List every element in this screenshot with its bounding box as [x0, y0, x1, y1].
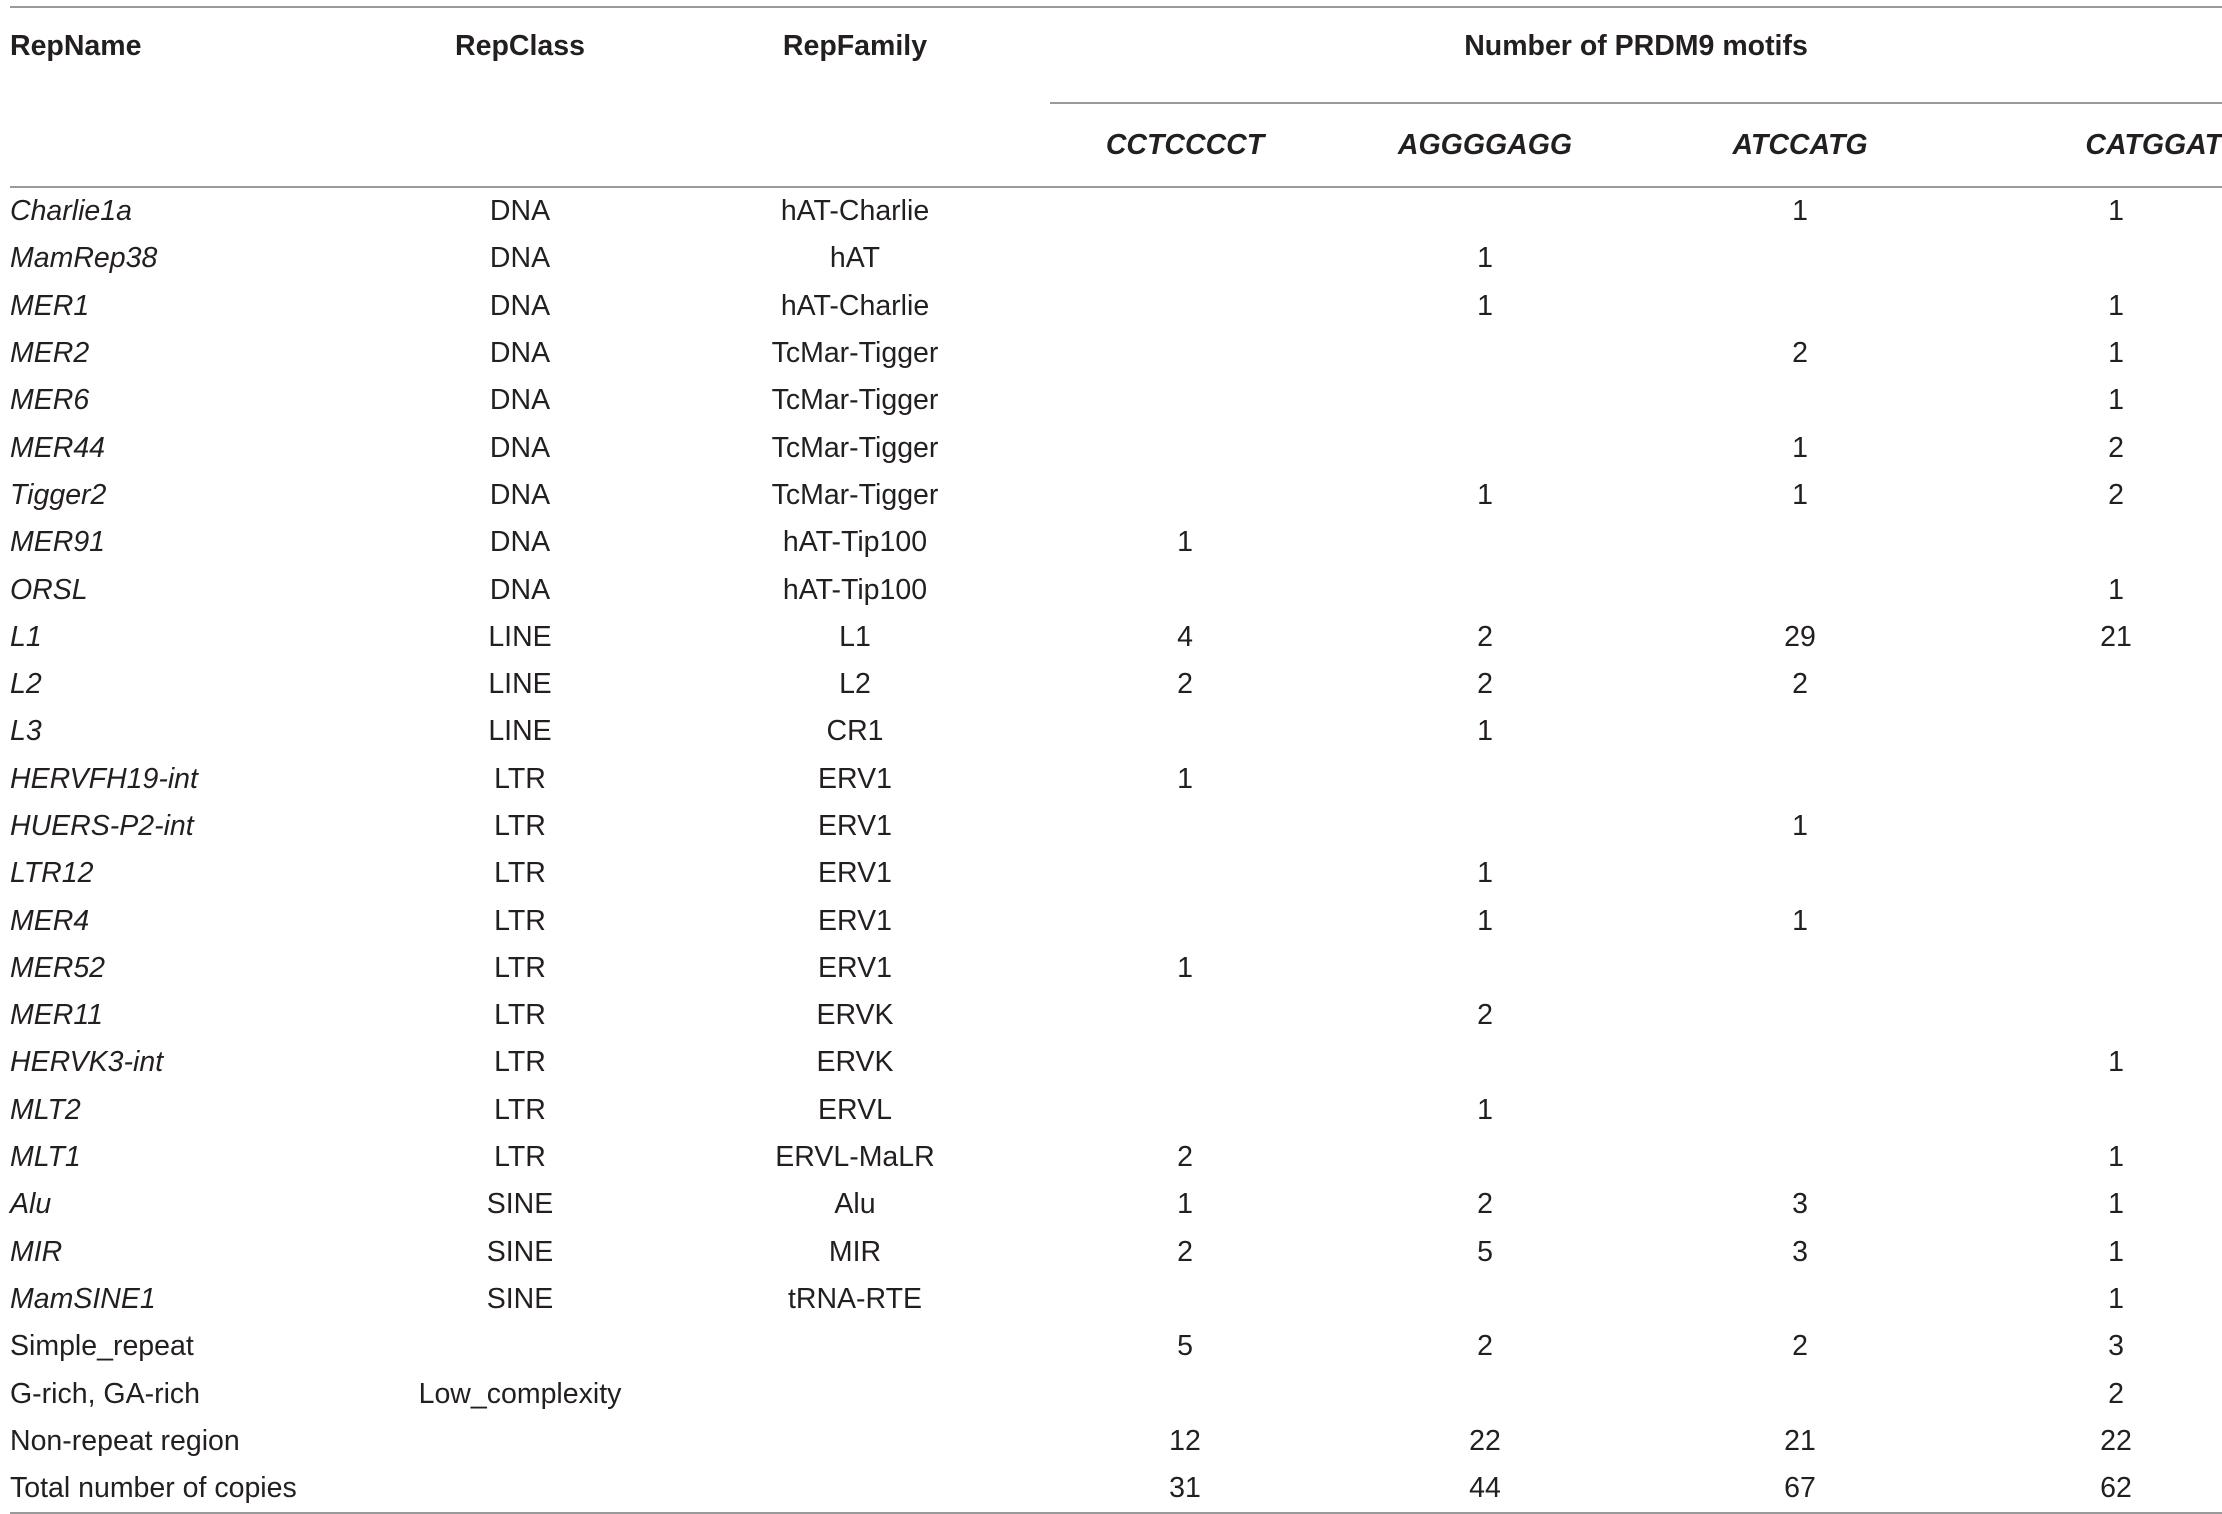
cell-motif-catggat: 2: [2108, 478, 2124, 511]
cell-motif-aggggagg: [1320, 945, 1650, 992]
cell-repfamily: ERVK: [816, 999, 894, 1032]
cell-motif-aggggagg: 2: [1477, 620, 1493, 653]
header-spacer: [10, 103, 380, 187]
table-row: [10, 472, 2222, 519]
cell-motif-catggat: 1: [2108, 1235, 2124, 1268]
cell-repname: L1: [10, 620, 42, 653]
cell-motif-cctcccct: 2: [1177, 1141, 1193, 1174]
cell-motif-catggat: [1950, 661, 2222, 708]
cell-repclass: Low_complexity: [418, 1377, 622, 1410]
cell-repclass: LTR: [494, 1141, 546, 1174]
table-row: [10, 330, 2222, 377]
cell-motif-atccatg: [1650, 992, 1950, 1039]
cell-repname: MER52: [10, 951, 106, 984]
cell-repfamily: ERV1: [818, 857, 892, 890]
cell-repclass: SINE: [486, 1235, 554, 1268]
cell-motif-catggat: [1950, 992, 2222, 1039]
table-row: [10, 1370, 2222, 1417]
cell-motif-aggggagg: [1320, 424, 1650, 471]
cell-motif-aggggagg: [1320, 1039, 1650, 1086]
cell-motif-atccatg: 67: [1650, 1465, 1950, 1513]
cell-motif-atccatg: [1650, 945, 1950, 992]
cell-motif-cctcccct: [1050, 472, 1320, 519]
cell-motif-cctcccct: [1050, 187, 1320, 235]
cell-repname: HUERS-P2-int: [10, 810, 194, 842]
cell-motif-atccatg: [1650, 850, 1950, 897]
cell-repname: LTR12: [10, 857, 94, 890]
cell-motif-atccatg: [1650, 1276, 1950, 1323]
cell-repclass: LINE: [488, 715, 552, 748]
cell-repclass: LTR: [494, 999, 546, 1032]
cell-motif-aggggagg: 5: [1477, 1235, 1493, 1268]
cell-repclass: LTR: [494, 810, 546, 842]
cell-motif-aggggagg: 1: [1477, 904, 1493, 937]
cell-motif-atccatg: [1650, 756, 1950, 803]
header-motif-atccatg: ATCCATG: [1650, 103, 1950, 187]
cell-motif-cctcccct: 4: [1177, 620, 1193, 653]
cell-repname: G-rich, GA-rich: [10, 1377, 201, 1410]
table-row: [10, 1087, 2222, 1134]
cell-repname: MIR: [10, 1235, 63, 1268]
cell-motif-catggat: 1: [2108, 337, 2124, 370]
cell-motif-aggggagg: 2: [1477, 668, 1493, 701]
cell-repname: MER4: [10, 904, 90, 937]
cell-motif-cctcccct: [1050, 235, 1320, 282]
cell-motif-cctcccct: [1050, 1370, 1320, 1417]
cell-repfamily: ERV1: [818, 810, 892, 842]
header-motif-cctcccct: CCTCCCCT: [1050, 103, 1320, 187]
table-row: [10, 803, 2222, 850]
cell-repname: MER44: [10, 431, 106, 464]
cell-motif-cctcccct: 12: [1169, 1424, 1201, 1457]
cell-motif-atccatg: 1: [1792, 431, 1808, 464]
table-header: [10, 7, 2222, 187]
cell-motif-aggggagg: [1320, 1134, 1650, 1181]
cell-motif-aggggagg: [1320, 1276, 1650, 1323]
cell-motif-catggat: [1950, 519, 2222, 566]
cell-repclass: DNA: [489, 337, 551, 370]
table-body: [10, 187, 2222, 1513]
table-row: [10, 1039, 2222, 1086]
cell-repname: Simple_repeat: [10, 1330, 194, 1363]
cell-motif-atccatg: 3: [1792, 1188, 1808, 1221]
cell-repfamily: Alu: [834, 1188, 876, 1221]
cell-motif-cctcccct: [1050, 897, 1320, 944]
cell-repfamily: L1: [839, 620, 871, 653]
cell-motif-cctcccct: [1050, 1276, 1320, 1323]
cell-repfamily: [660, 1418, 1050, 1465]
cell-motif-aggggagg: 2: [1477, 1330, 1493, 1363]
cell-motif-atccatg: 1: [1792, 810, 1808, 842]
prdm9-motif-table: [10, 6, 2222, 1514]
table-row: [10, 992, 2222, 1039]
cell-motif-aggggagg: 1: [1477, 857, 1493, 890]
cell-motif-catggat: [1950, 897, 2222, 944]
table-row: [10, 897, 2222, 944]
cell-repname: L3: [10, 715, 42, 748]
cell-motif-atccatg: 1: [1792, 478, 1808, 511]
cell-motif-atccatg: [1650, 1087, 1950, 1134]
cell-motif-aggggagg: [1320, 330, 1650, 377]
cell-repfamily: hAT: [829, 242, 881, 275]
table-row: [10, 708, 2222, 755]
cell-repname: Non-repeat region: [10, 1424, 240, 1457]
table-row: [10, 283, 2222, 330]
cell-motif-atccatg: 2: [1792, 668, 1808, 701]
cell-repname: MamRep38: [10, 242, 158, 275]
cell-repname: Charlie1a: [10, 195, 132, 228]
cell-repfamily: CR1: [826, 715, 884, 748]
cell-motif-cctcccct: [1050, 424, 1320, 471]
cell-repfamily: TcMar-Tigger: [771, 337, 939, 370]
cell-repfamily: [660, 1465, 1050, 1513]
cell-motif-cctcccct: [1050, 1039, 1320, 1086]
cell-motif-atccatg: 1: [1792, 195, 1808, 228]
cell-repfamily: ERVK: [816, 1046, 894, 1079]
table-row: [10, 1229, 2222, 1276]
cell-motif-cctcccct: 5: [1177, 1330, 1193, 1363]
cell-repname: MamSINE1: [10, 1282, 156, 1315]
cell-motif-aggggagg: 1: [1477, 242, 1493, 275]
cell-motif-atccatg: [1650, 1370, 1950, 1417]
cell-repfamily: ERV1: [818, 904, 892, 937]
cell-motif-cctcccct: 1: [1177, 526, 1193, 559]
table-row: [10, 850, 2222, 897]
table-row: [10, 1465, 2222, 1513]
cell-repclass: LINE: [488, 620, 552, 653]
table-row: [10, 424, 2222, 471]
cell-motif-cctcccct: [1050, 850, 1320, 897]
cell-repfamily: TcMar-Tigger: [771, 478, 939, 511]
cell-repclass: [380, 1465, 660, 1513]
cell-motif-aggggagg: [1320, 187, 1650, 235]
cell-motif-aggggagg: [1320, 803, 1650, 850]
table-row: [10, 1418, 2222, 1465]
table-row: [10, 756, 2222, 803]
table-row: [10, 519, 2222, 566]
cell-motif-cctcccct: 1: [1177, 951, 1193, 984]
cell-motif-atccatg: [1650, 708, 1950, 755]
table-row: [10, 1181, 2222, 1228]
cell-repclass: SINE: [486, 1188, 554, 1221]
cell-repname: Tigger2: [10, 478, 107, 511]
header-repname: RepName: [10, 7, 380, 103]
table-row: [10, 377, 2222, 424]
cell-repfamily: tRNA-RTE: [787, 1282, 923, 1315]
cell-motif-catggat: 62: [1950, 1465, 2222, 1513]
cell-motif-aggggagg: 22: [1469, 1424, 1501, 1457]
cell-repfamily: ERV1: [818, 951, 892, 984]
cell-repfamily: hAT-Tip100: [782, 573, 928, 606]
cell-motif-aggggagg: 1: [1477, 715, 1493, 748]
table-row: [10, 1276, 2222, 1323]
cell-repname: MER1: [10, 289, 90, 322]
cell-motif-cctcccct: [1050, 377, 1320, 424]
cell-motif-cctcccct: [1050, 803, 1320, 850]
cell-motif-catggat: [1950, 708, 2222, 755]
table-row: [10, 661, 2222, 708]
cell-motif-aggggagg: 1: [1477, 289, 1493, 322]
header-repclass: RepClass: [380, 7, 660, 103]
cell-motif-cctcccct: [1050, 992, 1320, 1039]
cell-motif-atccatg: [1650, 1039, 1950, 1086]
cell-motif-aggggagg: [1320, 1370, 1650, 1417]
cell-motif-catggat: 2: [2108, 431, 2124, 464]
cell-repname: L2: [10, 668, 42, 701]
cell-motif-catggat: 1: [2108, 1282, 2124, 1315]
header-spacer: [660, 103, 1050, 187]
cell-motif-cctcccct: 1: [1177, 1188, 1193, 1221]
cell-motif-catggat: [1950, 235, 2222, 282]
cell-repfamily: TcMar-Tigger: [771, 431, 939, 464]
cell-motif-aggggagg: 2: [1477, 999, 1493, 1032]
cell-motif-atccatg: 29: [1784, 620, 1816, 653]
cell-repname: MER91: [10, 526, 106, 559]
cell-motif-cctcccct: [1050, 708, 1320, 755]
cell-repname: HERVFH19-int: [10, 762, 198, 795]
cell-motif-atccatg: [1650, 1134, 1950, 1181]
cell-motif-cctcccct: 2: [1177, 1235, 1193, 1268]
cell-motif-cctcccct: [1050, 330, 1320, 377]
cell-repfamily: L2: [839, 668, 871, 701]
cell-motif-atccatg: 21: [1784, 1424, 1816, 1457]
cell-repname: HERVK3-int: [10, 1046, 164, 1079]
cell-motif-aggggagg: 1: [1477, 478, 1493, 511]
cell-repclass: LTR: [494, 1093, 546, 1126]
cell-motif-atccatg: [1650, 519, 1950, 566]
cell-motif-aggggagg: [1320, 377, 1650, 424]
cell-motif-atccatg: 2: [1792, 337, 1808, 370]
cell-repclass: DNA: [489, 242, 551, 275]
header-motif-aggggagg: AGGGGAGG: [1320, 103, 1650, 187]
cell-repfamily: hAT-Tip100: [782, 526, 928, 559]
cell-motif-aggggagg: [1320, 519, 1650, 566]
cell-motif-cctcccct: 31: [1050, 1465, 1320, 1513]
cell-repname: MER6: [10, 384, 90, 417]
cell-repclass: DNA: [489, 289, 551, 322]
cell-repclass: [380, 1418, 660, 1465]
cell-motif-catggat: 1: [2108, 289, 2124, 322]
table-row: [10, 566, 2222, 613]
cell-repfamily: hAT-Charlie: [780, 195, 930, 228]
cell-motif-catggat: 1: [2108, 1141, 2124, 1174]
cell-repclass: LTR: [494, 762, 546, 795]
cell-motif-cctcccct: [1050, 1087, 1320, 1134]
cell-motif-aggggagg: 1: [1477, 1093, 1493, 1126]
cell-repclass: SINE: [486, 1282, 554, 1315]
cell-motif-cctcccct: [1050, 283, 1320, 330]
cell-motif-catggat: [1950, 756, 2222, 803]
cell-motif-catggat: [1950, 850, 2222, 897]
cell-motif-catggat: 1: [2108, 1188, 2124, 1221]
cell-repclass: LTR: [494, 951, 546, 984]
cell-repclass: DNA: [489, 573, 551, 606]
cell-motif-catggat: [1950, 1087, 2222, 1134]
cell-motif-catggat: 1: [2108, 195, 2124, 228]
header-motif-catggat: CATGGAT: [1950, 103, 2222, 187]
table-row: [10, 614, 2222, 661]
cell-motif-aggggagg: 2: [1477, 1188, 1493, 1221]
cell-motif-catggat: 1: [2108, 1046, 2124, 1079]
cell-repname: ORSL: [10, 573, 88, 606]
cell-repclass: LTR: [494, 904, 546, 937]
cell-repfamily: TcMar-Tigger: [771, 384, 939, 417]
cell-motif-catggat: 1: [2108, 573, 2124, 606]
cell-repclass: [380, 1323, 660, 1370]
cell-repfamily: [660, 1323, 1050, 1370]
cell-repfamily: ERVL: [818, 1093, 892, 1126]
cell-repclass: DNA: [489, 384, 551, 417]
cell-motif-cctcccct: 1: [1177, 762, 1193, 795]
cell-motif-atccatg: [1650, 235, 1950, 282]
cell-motif-catggat: 2: [2108, 1377, 2124, 1410]
cell-motif-atccatg: 3: [1792, 1235, 1808, 1268]
cell-motif-cctcccct: [1050, 566, 1320, 613]
cell-repname: MER11: [10, 999, 103, 1032]
cell-motif-catggat: 3: [2108, 1330, 2124, 1363]
cell-repname: Alu: [10, 1188, 52, 1221]
cell-motif-aggggagg: [1320, 566, 1650, 613]
table-row: [10, 235, 2222, 282]
cell-motif-cctcccct: 2: [1177, 668, 1193, 701]
cell-repname: MER2: [10, 337, 90, 370]
cell-motif-catggat: [1950, 945, 2222, 992]
cell-repclass: DNA: [489, 195, 551, 228]
cell-motif-atccatg: 1: [1792, 904, 1808, 937]
cell-motif-atccatg: [1650, 566, 1950, 613]
table-row: [10, 1323, 2222, 1370]
header-repfamily: RepFamily: [660, 7, 1050, 103]
cell-motif-atccatg: 2: [1792, 1330, 1808, 1363]
cell-repclass: LTR: [494, 857, 546, 890]
table-row: [10, 1134, 2222, 1181]
cell-repfamily: [660, 1370, 1050, 1417]
cell-repfamily: ERV1: [818, 762, 892, 795]
cell-repclass: DNA: [489, 526, 551, 559]
cell-repfamily: ERVL-MaLR: [775, 1141, 935, 1174]
header-spacer: [380, 103, 660, 187]
cell-motif-aggggagg: 44: [1320, 1465, 1650, 1513]
cell-repclass: LTR: [494, 1046, 546, 1079]
cell-motif-catggat: 21: [2100, 620, 2132, 653]
cell-motif-aggggagg: [1320, 756, 1650, 803]
cell-motif-atccatg: [1650, 377, 1950, 424]
cell-motif-catggat: 1: [2108, 384, 2124, 417]
table-row: [10, 187, 2222, 235]
cell-repfamily: hAT-Charlie: [780, 289, 930, 322]
cell-motif-catggat: [1950, 803, 2222, 850]
cell-motif-catggat: 22: [2100, 1424, 2132, 1457]
cell-repclass: DNA: [489, 431, 551, 464]
header-motifs-group: Number of PRDM9 motifs: [1050, 7, 2222, 103]
cell-repclass: LINE: [488, 668, 552, 701]
cell-motif-atccatg: [1650, 283, 1950, 330]
cell-repname: MLT1: [10, 1141, 81, 1174]
cell-repfamily: MIR: [828, 1235, 882, 1268]
cell-repclass: DNA: [489, 478, 551, 511]
cell-repname: MLT2: [10, 1093, 81, 1126]
cell-repname: Total number of copies: [10, 1465, 380, 1513]
table-row: [10, 945, 2222, 992]
